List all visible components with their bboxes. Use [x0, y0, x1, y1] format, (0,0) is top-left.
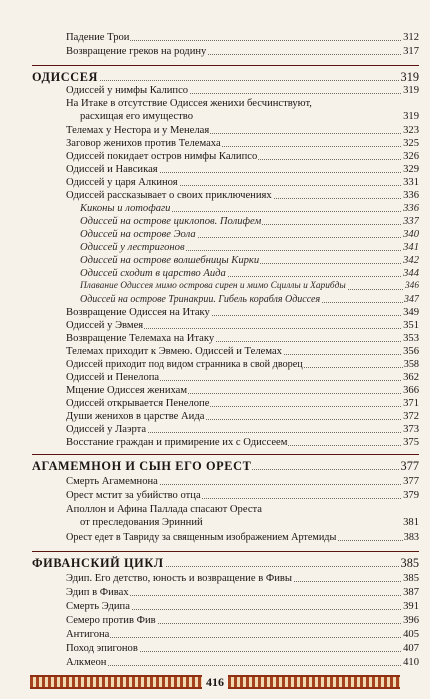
- toc-entry-multiline: [66, 97, 419, 123]
- page-number: 416: [206, 674, 224, 689]
- toc-entry: Возвращение греков на родину 317: [66, 46, 419, 57]
- toc-entry-line: Аполлон и Афина Паллада спасают Ореста: [66, 504, 262, 515]
- toc-entry: Одиссей покидает остров нимфы Калипсо 326: [66, 151, 419, 162]
- toc-entry: Одиссей у нимфы Калипсо 319: [66, 85, 419, 96]
- toc-entry-line: На Итаке в отсутствие Одиссея женихи бесчинствуют,: [66, 98, 312, 109]
- toc-subentry: Одиссей на острове циклопов. Полифем 337: [80, 216, 419, 227]
- toc-subentry: Одиссей на острове Эола 340: [80, 229, 419, 240]
- toc-entry: Орест мстит за убийство отца 379: [66, 490, 419, 501]
- section-heading-odyssey: ОДИССЕЯ 319: [32, 70, 419, 84]
- toc-subentry: Одиссей у лестригонов 341: [80, 242, 419, 253]
- toc-entry: Смерть Эдипа 391: [66, 601, 419, 612]
- section-rule: [32, 65, 419, 66]
- toc-entry: Семеро против Фив 396: [66, 615, 419, 626]
- toc-entry-multiline: [66, 503, 419, 529]
- toc-subentry: Киконы и лотофаги 336: [80, 203, 419, 214]
- toc-entry: Эдип. Его детство, юность и возвращение в Фивы 385: [66, 573, 419, 584]
- toc-subentry: Одиссей сходит в царство Аида 344: [80, 268, 419, 279]
- toc-entry: Одиссей у Эвмея 351: [66, 320, 419, 331]
- toc-entry: Падение Трои 312: [66, 32, 419, 43]
- toc-entry: Возвращение Одиссея на Итаку 349: [66, 307, 419, 318]
- toc-entry: Смерть Агамемнона 377: [66, 476, 419, 487]
- toc-entry: Души женихов в царстве Аида 372: [66, 411, 419, 422]
- section-heading-thebes: ФИВАНСКИЙ ЦИКЛ 385: [32, 556, 419, 570]
- toc-entry: Антигона 405: [66, 629, 419, 640]
- meander-ornament-right: [228, 675, 400, 689]
- toc-entry: Эдип в Фивах 387: [66, 587, 419, 598]
- section-heading-agamemnon: АГАМЕМНОН И СЫН ЕГО ОРЕСТ 377: [32, 459, 419, 473]
- toc-entry: Возвращение Телемаха на Итаку 353: [66, 333, 419, 344]
- toc-entry: Мщение Одиссея женихам 366: [66, 385, 419, 396]
- toc-subentry: Одиссей на острове волшебницы Кирки 342: [80, 255, 419, 266]
- toc-page-number: 381: [403, 517, 419, 528]
- toc-entry: Заговор женихов против Телемаха 325: [66, 138, 419, 149]
- toc-entry: Одиссей открывается Пенелопе 371: [66, 398, 419, 409]
- toc-page-number: 319: [403, 111, 419, 122]
- toc-entry: Одиссей и Навсикая 329: [66, 164, 419, 175]
- toc-entry: Одиссей рассказывает о своих приключениях 336: [66, 190, 419, 201]
- page-footer: [30, 674, 400, 690]
- toc-subentry: Одиссей на острове Тринакрии. Гибель корабля Одиссея 347: [80, 294, 419, 305]
- toc-entry: Алкмеон 410: [66, 657, 419, 668]
- toc-entry-line: расхищая его имущество: [80, 111, 193, 122]
- toc-entry: Одиссей и Пенелопа 362: [66, 372, 419, 383]
- toc-entry-line: от преследования Эринний: [80, 517, 203, 528]
- toc-entry: Одиссей приходит под видом странника в свой дворец 358: [66, 359, 419, 370]
- toc-entry: Одиссей у царя Алкиноя 331: [66, 177, 419, 188]
- meander-ornament-left: [30, 675, 202, 689]
- toc-entry: Поход эпигонов 407: [66, 643, 419, 654]
- toc-entry: Телемах приходит к Эвмею. Одиссей и Телемах 356: [66, 346, 419, 357]
- toc-entry: Восстание граждан и примирение их с Одиссеем 375: [66, 437, 419, 448]
- section-rule: [32, 454, 419, 455]
- toc-entry: Телемах у Нестора и у Менелая 323: [66, 125, 419, 136]
- toc-entry: Одиссей у Лаэрта 373: [66, 424, 419, 435]
- section-rule: [32, 551, 419, 552]
- toc-entry: Орест едет в Тавриду за священным изображением Артемиды 383: [66, 532, 419, 543]
- toc-subentry: Плавание Одиссея мимо острова сирен и мимо Сциллы и Харибды 346: [80, 281, 419, 291]
